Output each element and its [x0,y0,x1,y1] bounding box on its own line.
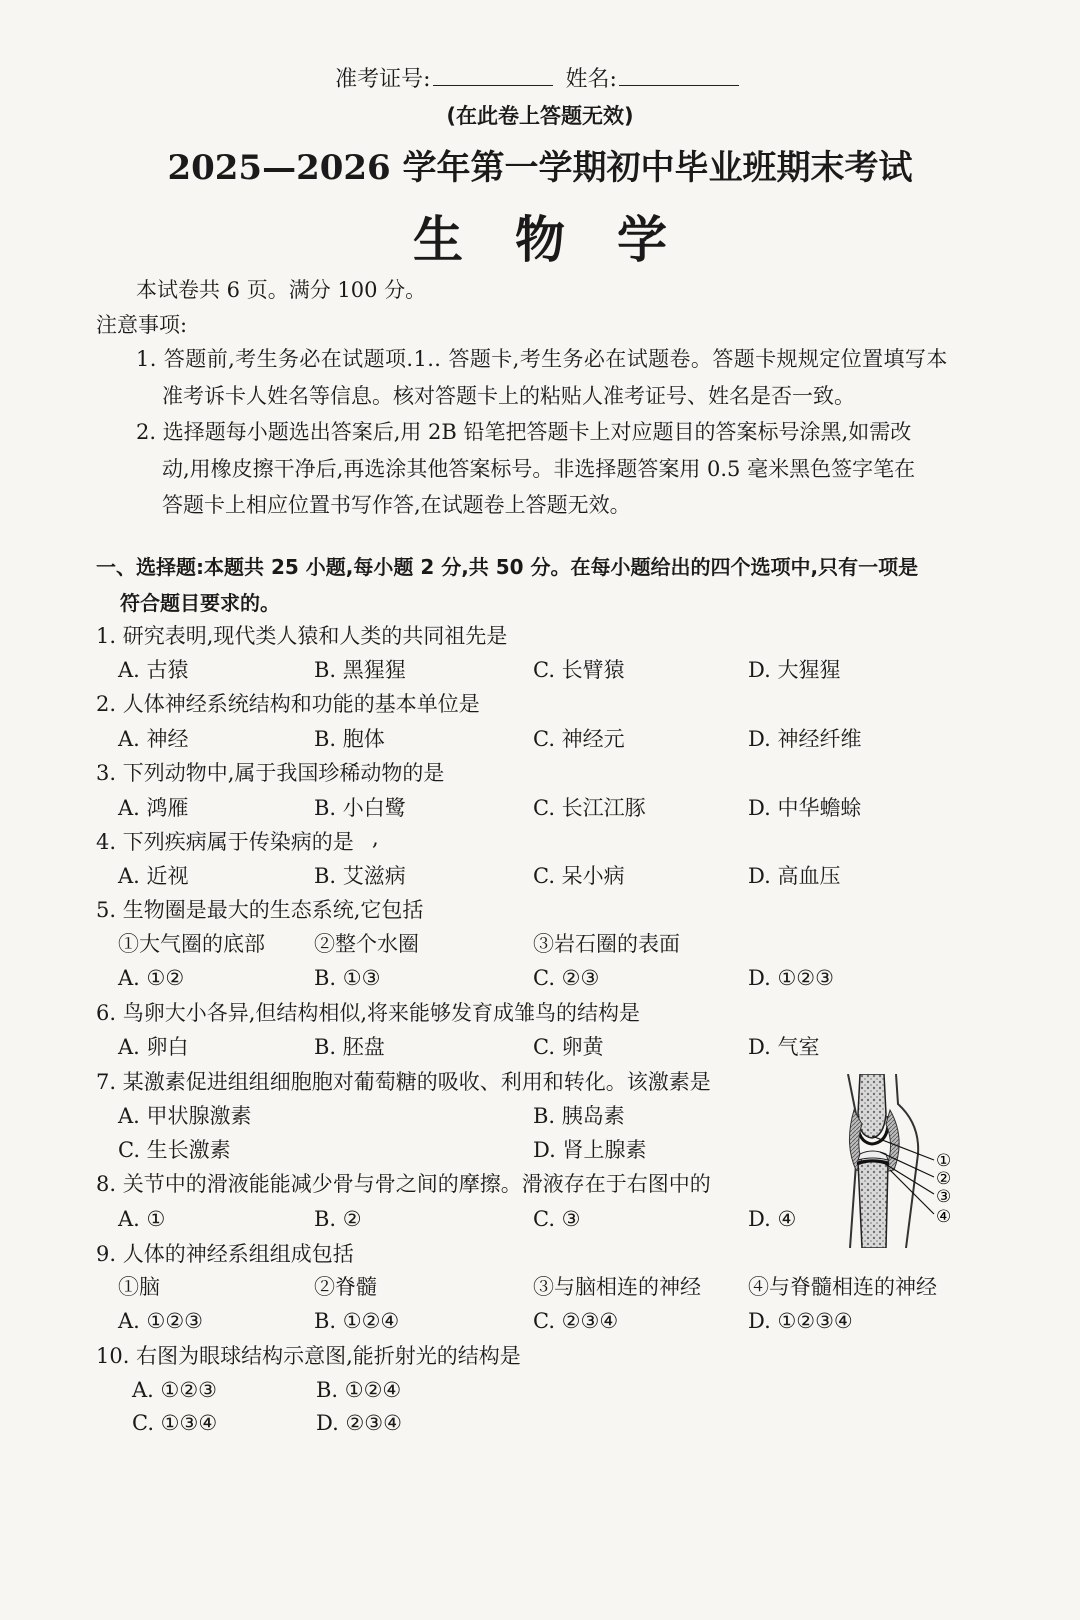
question-9-option-d: D. ①②③④ [748,1309,853,1333]
question-9-stem: 9. 人体的神经系组组成包括 [96,1242,354,1266]
note-1-line-2: 准考诉卡人姓名等信息。核对答题卡上的粘贴人准考证号、姓名是否一致。 [162,384,855,408]
question-4-option-b: B. 艾滋病 [314,864,406,888]
question-1-option-c: C. 长臂猿 [533,658,625,682]
figure-label-4: ④ [936,1207,952,1227]
figure-label-1: ① [936,1151,952,1171]
question-7-option-a: A. 甲状腺激素 [118,1104,252,1128]
question-2-option-d: D. 神经纤维 [748,727,862,751]
question-7-stem: 7. 某激素促进组组细胞胞对葡萄糖的吸收、利用和转化。该激素是 [96,1070,711,1094]
subject-title: 生物学 [413,210,719,269]
question-4-stray-mark: , [372,826,379,850]
id-blank [433,67,553,86]
question-1-option-d: D. 大猩猩 [748,658,841,682]
name-label: 姓名: [565,67,617,92]
question-1-option-a: A. 古猿 [118,658,189,682]
question-3-stem: 3. 下列动物中,属于我国珍稀动物的是 [96,761,445,785]
question-9-item-4: ④与脊髓相连的神经 [748,1275,937,1299]
question-3-option-a: A. 鸿雁 [118,796,189,820]
question-6-option-a: A. 卵白 [118,1035,189,1059]
question-4-option-a: A. 近视 [118,864,189,888]
section-heading-line-2: 符合题目要求的。 [120,591,280,615]
question-2-option-c: C. 神经元 [533,727,625,751]
question-7-option-d: D. 肾上腺素 [533,1138,647,1162]
question-3-option-b: B. 小白鹭 [314,796,406,820]
question-6-option-b: B. 胚盘 [314,1035,385,1059]
question-4-option-d: D. 高血压 [748,864,841,888]
question-2-option-b: B. 胞体 [314,727,385,751]
question-10-option-b: B. ①②④ [316,1378,402,1402]
question-2-stem: 2. 人体神经系统结构和功能的基本单位是 [96,692,480,716]
exam-title: 2025—2026 学年第一学期初中毕业班期末考试 [167,148,913,188]
question-9-option-a: A. ①②③ [118,1309,203,1333]
question-5-item-2: ②整个水圈 [314,932,419,956]
question-8-option-b: B. ② [314,1207,362,1231]
question-9-item-2: ②脊髓 [314,1275,377,1299]
question-5-option-d: D. ①②③ [748,966,834,990]
question-9-item-1: ①脑 [118,1275,160,1299]
question-5-option-b: B. ①③ [314,966,381,990]
page-info: 本试卷共 6 页。满分 100 分。 [136,278,427,302]
question-8-option-c: C. ③ [533,1207,581,1231]
question-9-option-c: C. ②③④ [533,1309,619,1333]
question-2-option-a: A. 神经 [118,727,189,751]
question-6-option-c: C. 卵黄 [533,1035,604,1059]
upper-bone [858,1074,886,1138]
question-8-option-a: A. ① [118,1207,166,1231]
invalid-notice: (在此卷上答题无效) [446,104,634,128]
figure-label-2: ② [936,1169,952,1189]
question-4-option-c: C. 呆小病 [533,864,625,888]
question-4-stem: 4. 下列疾病属于传染病的是 [96,830,354,854]
question-8-option-d: D. ④ [748,1207,797,1231]
question-1-stem: 1. 研究表明,现代类人猿和人类的共同祖先是 [96,624,508,648]
note-2-line-1: 2. 选择题每小题选出答案后,用 2B 铅笔把答题卡上对应题目的答案标号涂黑,如需改 [136,420,912,444]
question-6-stem: 6. 鸟卵大小各异,但结构相似,将来能够发育成雏鸟的结构是 [96,1001,641,1025]
note-2-line-2: 动,用橡皮擦干净后,再选涂其他答案标号。非选择题答案用 0.5 毫米黑色签字笔在 [162,457,916,481]
question-9-item-3: ③与脑相连的神经 [533,1275,701,1299]
candidate-info-line [0,62,1080,93]
figure-label-3: ③ [936,1187,952,1207]
question-7-option-b: B. 胰岛素 [533,1104,625,1128]
question-3-option-c: C. 长江江豚 [533,796,646,820]
question-5-stem: 5. 生物圈是最大的生态系统,它包括 [96,898,424,922]
name-blank [619,67,739,86]
question-7-option-c: C. 生长激素 [118,1138,231,1162]
id-label: 准考证号: [335,67,431,92]
section-heading-line-1: 一、选择题:本题共 25 小题,每小题 2 分,共 50 分。在每小题给出的四个选项中,只有一项是 [96,555,919,579]
question-10-stem: 10. 右图为眼球结构示意图,能折射光的结构是 [96,1344,521,1368]
question-3-option-d: D. 中华蟾蜍 [748,796,862,820]
question-6-option-d: D. 气室 [748,1035,820,1059]
question-5-option-c: C. ②③ [533,966,600,990]
question-10-option-a: A. ①②③ [132,1378,217,1402]
question-9-option-b: B. ①②④ [314,1309,400,1333]
note-2-line-3: 答题卡上相应位置书写作答,在试题卷上答题无效。 [162,493,631,517]
note-1-line-1: 1. 答题前,考生务必在试题项.1.. 答题卡,考生务必在试题卷。答题卡规规定位置填写本 [136,347,948,371]
question-5-item-3: ③岩石圈的表面 [533,932,680,956]
attention-label: 注意事项: [96,313,188,337]
question-5-option-a: A. ①② [118,966,185,990]
question-10-option-c: C. ①③④ [132,1411,218,1435]
question-5-item-1: ①大气圈的底部 [118,932,265,956]
knee-joint-figure [836,1074,976,1248]
question-8-stem: 8. 关节中的滑液能能减少骨与骨之间的摩擦。滑液存在于右图中的 [96,1172,711,1196]
lower-bone [858,1160,888,1248]
question-1-option-b: B. 黑猩猩 [314,658,406,682]
question-10-option-d: D. ②③④ [316,1411,402,1435]
